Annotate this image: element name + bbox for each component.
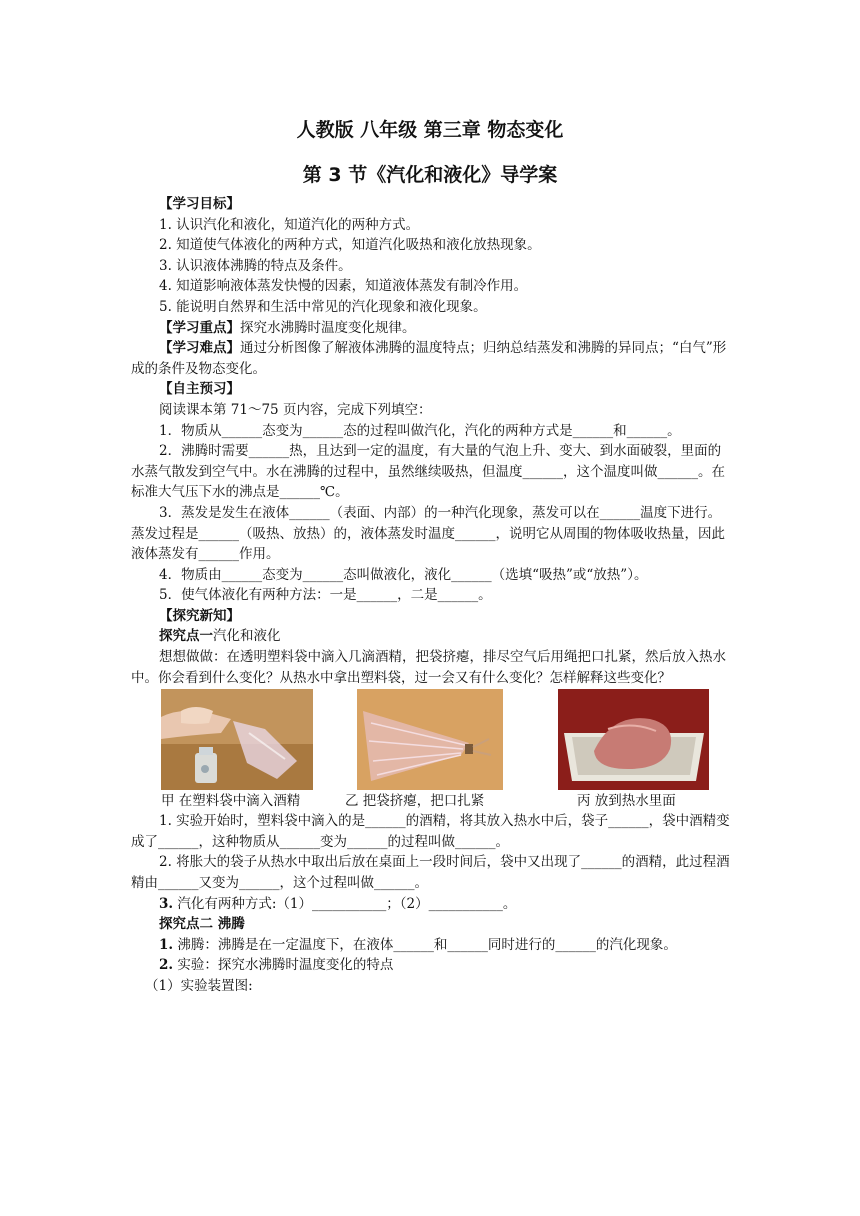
difficulty-text: 通过分析图像了解液体沸腾的温度特点；归纳总结蒸发和沸腾的异同点；“白气”形成的条件及物态变化。 xyxy=(131,340,727,377)
point1-title: 汽化和液化 xyxy=(213,628,281,645)
goal-item: 1. 认识汽化和液化，知道汽化的两种方式。 xyxy=(159,216,420,233)
boiling-item: （1）实验装置图: xyxy=(145,978,253,994)
preview-heading: 【自主预习】 xyxy=(159,381,240,398)
document-body xyxy=(131,194,731,997)
preview-item: 2．沸腾时需要______热，且达到一定的温度，有大量的气泡上升、变大、到水面破裂，里面的水蒸气散发到空气中。水在沸腾的过程中，虽然继续吸热，但温度______，这个温度叫做______。在标准大气压下水的沸点是______℃。 xyxy=(131,443,725,501)
goal-item: 5. 能说明自然界和生活中常见的汽化现象和液化现象。 xyxy=(159,298,487,315)
experiment-question: 2. 将胀大的袋子从热水中取出后放在桌面上一段时间后，袋中又出现了______的酒精，此过程酒精由______又变为______，这个过程叫做______。 xyxy=(131,854,730,892)
experiment-photos xyxy=(131,689,731,791)
caption-yi: 乙 把袋挤瘪，把口扎紧 xyxy=(345,793,485,810)
item-number: 2. xyxy=(159,957,174,974)
experiment-question xyxy=(131,894,731,915)
goal-item: 2. 知道使气体液化的两种方式，知道汽化吸热和液化放热现象。 xyxy=(159,237,541,254)
explore-heading: 【探究新知】 xyxy=(159,607,240,624)
photo-dropping-alcohol xyxy=(161,689,313,790)
item-text: 实验：探究水沸腾时温度变化的特点 xyxy=(173,957,394,974)
boiling-item xyxy=(131,935,731,956)
difficulty-line xyxy=(131,338,731,379)
point1-label: 探究点一 xyxy=(159,628,213,645)
goals-heading: 【学习目标】 xyxy=(159,196,240,212)
focus-text: 探究水沸腾时温度变化规律。 xyxy=(240,319,416,336)
document-title: 人教版 八年级 第三章 物态变化 xyxy=(296,119,564,141)
question-text: 汽化有两种方式:（1）___________；（2）___________。 xyxy=(173,895,517,912)
document-subtitle: 第 3 节《汽化和液化》导学案 xyxy=(302,164,558,186)
photo-hot-water-tray xyxy=(558,689,709,790)
item-text: 沸腾：沸腾是在一定温度下，在液体______和______同时进行的______的汽化现象。 xyxy=(173,936,677,953)
point1-heading xyxy=(131,626,731,647)
goal-item: 3. 认识液体沸腾的特点及条件。 xyxy=(159,257,352,274)
caption-bing: 丙 放到热水里面 xyxy=(577,793,676,810)
preview-item: 4．物质由______态变为______态叫做液化，液化______（选填“吸热”或“放热”）。 xyxy=(159,566,648,583)
caption-jia: 甲 在塑料袋中滴入酒精 xyxy=(161,793,301,810)
preview-intro: 阅读课本第 71～75 页内容，完成下列填空： xyxy=(159,401,432,418)
goal-item: 4. 知道影响液体蒸发快慢的因素，知道液体蒸发有制冷作用。 xyxy=(159,278,528,295)
boiling-item xyxy=(131,955,731,976)
point2-heading: 探究点二 沸腾 xyxy=(159,916,245,933)
preview-item: 5．使气体液化有两种方法：一是______，二是______。 xyxy=(159,587,492,604)
focus-heading: 【学习重点】 xyxy=(159,319,240,336)
preview-item: 3．蒸发是发生在液体______（表面、内部）的一种汽化现象，蒸发可以在______温度下进行。蒸发过程是______（吸热、放热）的，液体蒸发时温度______，说明它从周围的物体吸收热量，因此液体蒸发有______作用。 xyxy=(131,504,725,563)
think-paragraph: 想想做做：在透明塑料袋中滴入几滴酒精，把袋挤瘪，排尽空气后用绳把口扎紧，然后放入热水中。你会看到什么变化？从热水中拿出塑料袋，过一会又有什么变化？怎样解释这些变化？ xyxy=(131,649,726,686)
preview-item: 1．物质从______态变为______态的过程叫做汽化，汽化的两种方式是______和______。 xyxy=(159,422,681,439)
photo-squeezed-bag xyxy=(357,689,503,790)
focus-line xyxy=(131,318,731,339)
item-number: 1. xyxy=(159,936,174,953)
experiment-question: 1. 实验开始时，塑料袋中滴入的是______的酒精，将其放入热水中后，袋子______，袋中酒精变成了______，这种物质从______变为______的过程叫做______。 xyxy=(131,813,730,850)
difficulty-heading: 【学习难点】 xyxy=(159,340,240,357)
question-number: 3. xyxy=(159,895,174,912)
photo-captions xyxy=(131,791,731,811)
